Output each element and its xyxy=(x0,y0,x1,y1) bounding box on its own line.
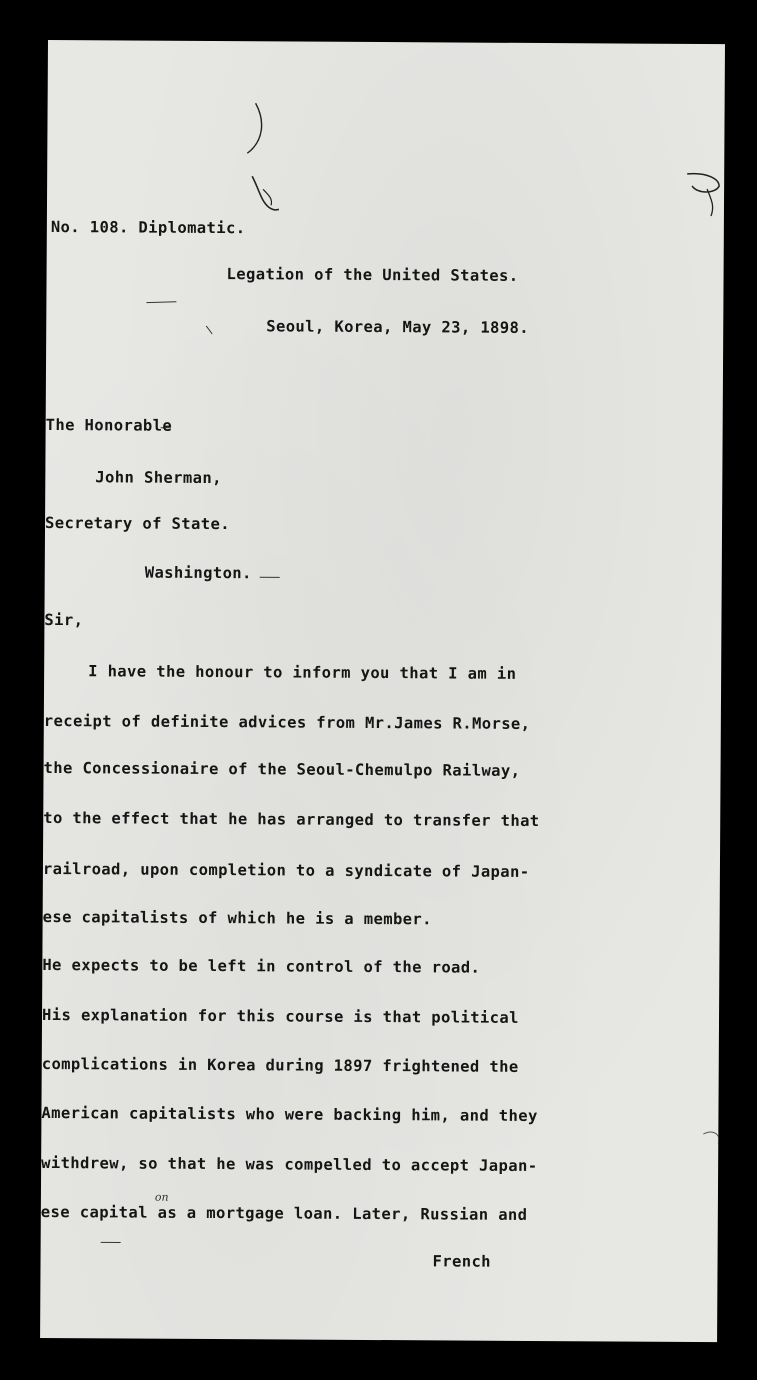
body-line: ese capitalists of which he is a member. xyxy=(42,907,432,929)
document-page xyxy=(40,40,725,1342)
salutation: Sir, xyxy=(44,610,84,630)
body-line: I have the honour to inform you that I am in xyxy=(88,662,517,683)
recipient-honorific: The Honorable xyxy=(45,415,173,435)
body-line: complications in Korea during 1897 frightened the xyxy=(41,1054,519,1076)
body-line: He expects to be left in control of the road. xyxy=(42,955,481,977)
body-line: receipt of definite advices from Mr.James R.Morse, xyxy=(43,711,531,733)
handwritten-correction: on xyxy=(154,1190,169,1204)
dispatch-number: No. 108. Diplomatic. xyxy=(50,218,246,238)
body-line: ese capital as a mortgage loan. Later, Russian and xyxy=(40,1202,528,1224)
body-line: His explanation for this course is that political xyxy=(41,1005,519,1027)
recipient-location: Washington. xyxy=(144,563,252,583)
body-line: American capitalists who were backing him, and they xyxy=(41,1103,538,1126)
body-line: the Concessionaire of the Seoul-Chemulpo Railway, xyxy=(43,758,521,780)
sender-heading: Legation of the United States. xyxy=(226,265,519,285)
body-line: to the effect that he has arranged to transfer that xyxy=(43,808,540,831)
recipient-title: Secretary of State. xyxy=(44,513,231,534)
body-line: withdrew, so that he was compelled to accept Japan- xyxy=(41,1153,538,1176)
recipient-name: John Sherman, xyxy=(95,468,222,488)
place-date: Seoul, Korea, May 23, 1898. xyxy=(266,317,530,337)
catchword: French xyxy=(432,1252,492,1271)
body-line: railroad, upon completion to a syndicate of Japan- xyxy=(42,859,530,881)
